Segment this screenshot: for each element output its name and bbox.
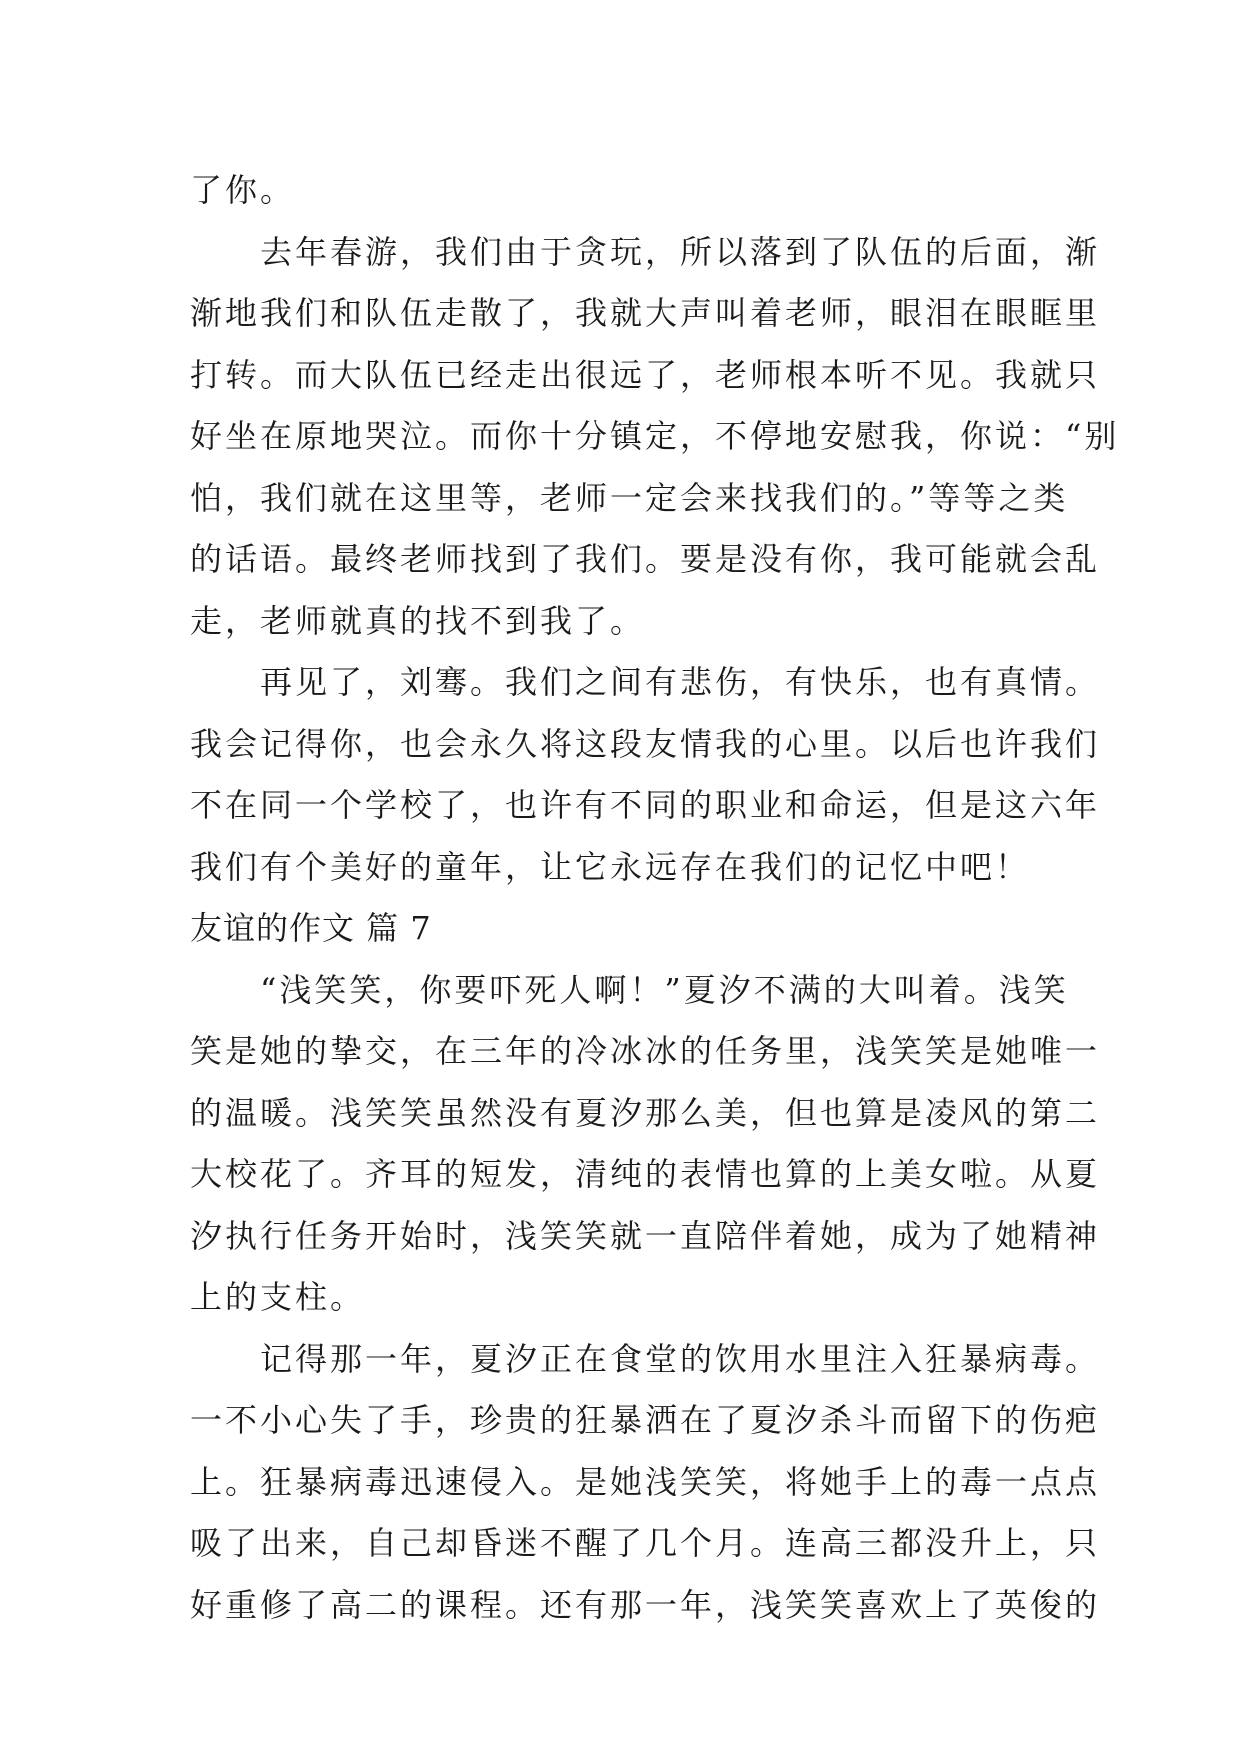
text-line: 再见了，刘骞。我们之间有悲伤，有快乐，也有真情。 [260, 663, 1101, 701]
document-page [190, 160, 1120, 1636]
text-line: 好重修了高二的课程。还有那一年，浅笑笑喜欢上了英俊的 [190, 1585, 1101, 1624]
text-line: 了你。 [190, 171, 296, 209]
section-heading: 友谊的作文 篇 7 [190, 909, 432, 947]
text-line: 的温暖。浅笑笑虽然没有夏汐那么美，但也算是凌风的第二 [190, 1093, 1101, 1132]
text-line: 去年春游，我们由于贪玩，所以落到了队伍的后面，渐 [260, 232, 1101, 271]
text-line: 大校花了。齐耳的短发，清纯的表情也算的上美女啦。从夏 [190, 1155, 1101, 1193]
text-line: 渐地我们和队伍走散了，我就大声叫着老师，眼泪在眼眶里 [190, 294, 1101, 332]
text-line: 怕，我们就在这里等，老师一定会来找我们的。”等等之类 [190, 478, 1069, 517]
text-line: 打转。而大队伍已经走出很远了，老师根本听不见。我就只 [190, 355, 1101, 394]
text-line: 一不小心失了手，珍贵的狂暴洒在了夏汐杀斗而留下的伤疤 [190, 1401, 1101, 1439]
text-line: 的话语。最终老师找到了我们。要是没有你，我可能就会乱 [190, 540, 1101, 578]
text-line: 我会记得你，也会永久将这段友情我的心里。以后也许我们 [190, 724, 1101, 763]
text-line: 上的支柱。 [190, 1278, 366, 1316]
text-line: 笑是她的挚交，在三年的冷冰冰的任务里，浅笑笑是她唯一 [190, 1032, 1101, 1070]
text-line: 好坐在原地哭泣。而你十分镇定，不停地安慰我，你说：“别 [190, 417, 1120, 455]
text-line: 我们有个美好的童年，让它永远存在我们的记忆中吧！ [190, 847, 1031, 886]
text-line: 不在同一个学校了，也许有不同的职业和命运，但是这六年 [190, 786, 1101, 824]
text-line: 上。狂暴病毒迅速侵入。是她浅笑笑，将她手上的毒一点点 [190, 1462, 1101, 1501]
text-line: “浅笑笑，你要吓死人啊！”夏汐不满的大叫着。浅笑 [260, 970, 1069, 1009]
text-line: 汐执行任务开始时，浅笑笑就一直陪伴着她，成为了她精神 [190, 1216, 1101, 1255]
text-line: 走，老师就真的找不到我了。 [190, 601, 646, 640]
text-line: 记得那一年，夏汐正在食堂的饮用水里注入狂暴病毒。 [260, 1339, 1101, 1378]
text-line: 吸了出来，自己却昏迷不醒了几个月。连高三都没升上，只 [190, 1524, 1101, 1562]
